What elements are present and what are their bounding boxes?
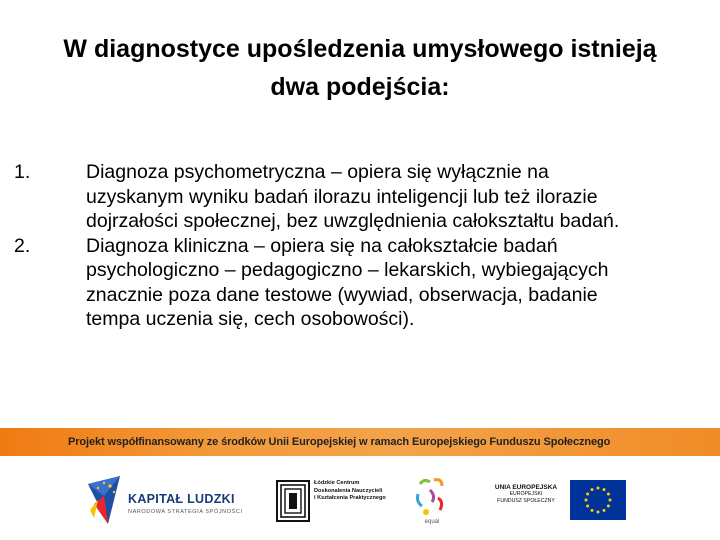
eu-line-1: UNIA EUROPEJSKA	[494, 484, 558, 491]
funding-banner-text: Projekt współfinansowany ze środków Unii Europejskiej w ramach Europejskiego Funduszu Społecznego	[68, 436, 611, 448]
funding-banner	[0, 428, 720, 456]
title-line-2: dwa podejścia:	[270, 73, 450, 101]
centrum-logo	[276, 480, 388, 522]
list-item-number: 2.	[14, 234, 31, 257]
eu-line-3: FUNDUSZ SPOŁECZNY	[497, 498, 555, 504]
approach-list	[0, 160, 720, 332]
slide-title	[20, 30, 700, 106]
centrum-line-2: Doskonalenia Nauczycieli	[314, 487, 383, 494]
kapital-ludzki-name: KAPITAŁ LUDZKI	[128, 492, 235, 506]
equal-text: equal	[424, 519, 440, 525]
centrum-line-1: Łódzkie Centrum	[314, 480, 360, 486]
centrum-square-icon	[276, 480, 310, 522]
kapital-ludzki-emblem-icon	[84, 474, 124, 526]
eu-line-2: EUROPEJSKI	[509, 491, 543, 497]
equal-logo	[412, 474, 452, 526]
list-item-text: Diagnoza kliniczna – opiera się na całokształcie badań psychologiczno – pedagogiczno – lekarskich, wybiegających znacznie poza dane testowe (wywiad, obserwacja, badanie tempa uczenia się, cech osobowości).	[86, 234, 609, 330]
centrum-line-3: i Kształcenia Praktycznego	[314, 495, 386, 502]
eu-logo	[486, 480, 626, 520]
list-item-number: 1.	[14, 161, 31, 183]
kapital-ludzki-subtitle: NARODOWA STRATEGIA SPÓJNOŚCI	[128, 509, 243, 515]
list-item	[0, 160, 720, 234]
eu-flag-icon	[570, 480, 626, 520]
title-line-1: W diagnostyce upośledzenia umysłowego istnieją	[63, 35, 657, 63]
kapital-ludzki-logo	[84, 474, 264, 526]
list-item	[0, 234, 720, 332]
list-item-text: Diagnoza psychometryczna – opiera się wyłącznie na uzyskanym wyniku badań ilorazu inteligencji lub też ilorazie dojrzałości społecznej, bez uwzględnienia całokształtu badań.	[86, 161, 620, 232]
equal-emblem-icon	[412, 474, 452, 526]
